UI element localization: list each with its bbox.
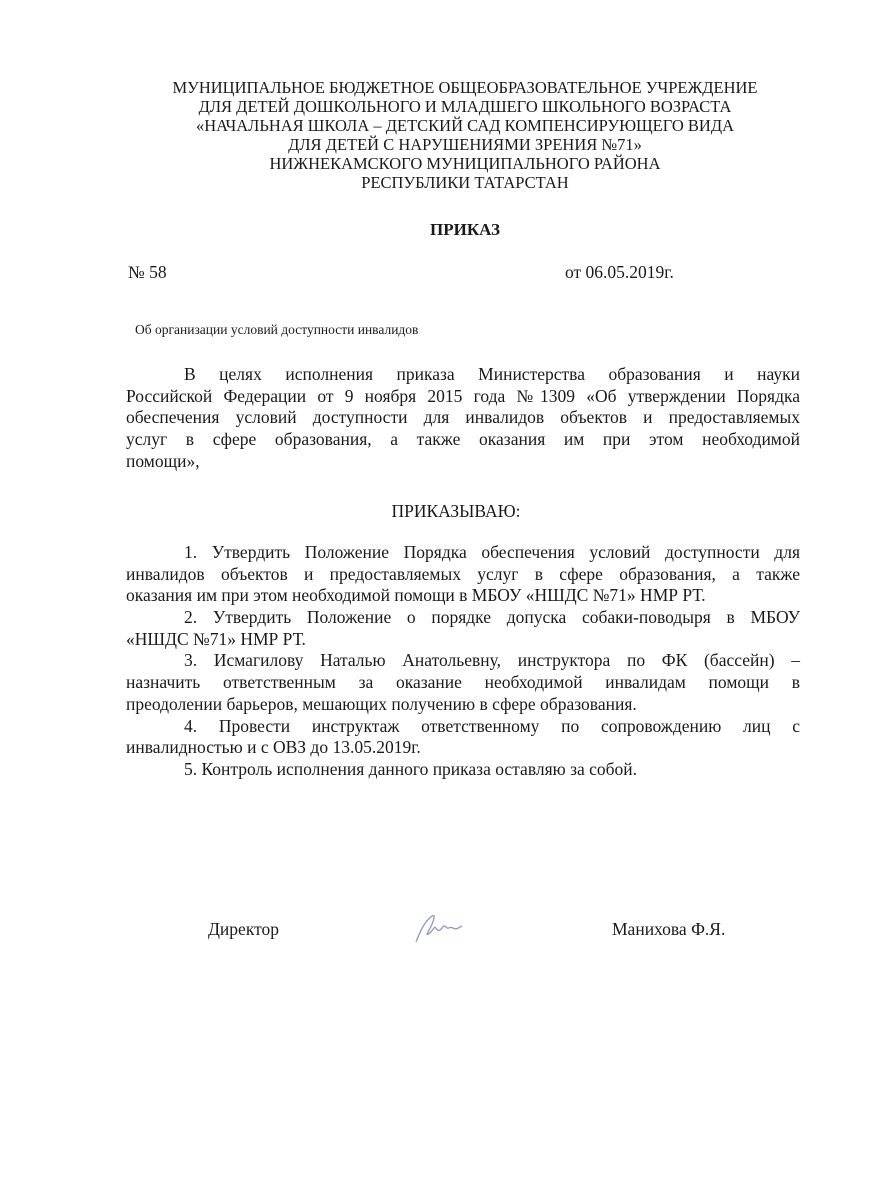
header-line: МУНИЦИПАЛЬНОЕ БЮДЖЕТНОЕ ОБЩЕОБРАЗОВАТЕЛЬНОЕ УЧРЕЖДЕНИЕ	[172, 78, 758, 97]
order-items	[126, 542, 800, 781]
text-line: услуг в сфере образования, а также оказания им при этом необходимой	[126, 429, 800, 450]
text-line: Российской Федерации от 9 ноября 2015 года №1309 «Об утверждении Порядка	[126, 385, 800, 406]
item-line: 4. Провести инструктаж ответственному по сопровождению лиц с	[184, 715, 800, 736]
signatory-name: Манихова Ф.Я.	[612, 919, 726, 939]
text-line: помощи»,	[126, 450, 200, 471]
item-line: «НШДС №71» НМР РТ.	[126, 628, 306, 649]
header-line: «НАЧАЛЬНАЯ ШКОЛА – ДЕТСКИЙ САД КОМПЕНСИРУЮЩЕГО ВИДА	[195, 116, 735, 135]
item-line: 2. Утвердить Положение о порядке допуска собаки-поводыря в МБОУ	[184, 607, 800, 628]
header-line: ДЛЯ ДЕТЕЙ ДОШКОЛЬНОГО И МЛАДШЕГО ШКОЛЬНОГО ВОЗРАСТА	[198, 97, 732, 116]
order-date: от 06.05.2019г.	[565, 262, 674, 282]
order-subject: Об организации условий доступности инвалидов	[135, 322, 419, 337]
order-number: № 58	[128, 262, 167, 282]
order-word: ПРИКАЗЫВАЮ:	[391, 501, 521, 521]
intro-paragraph	[126, 364, 800, 472]
text-line: обеспечения условий доступности для инвалидов объектов и предоставляемых	[126, 407, 800, 428]
institution-header	[0, 78, 873, 192]
handwritten-signature-icon	[410, 910, 470, 951]
item-line: оказания им при этом необходимой помощи в МБОУ «НШДС №71» НМР РТ.	[126, 585, 706, 606]
text-line: В целях исполнения приказа Министерства образования и науки	[184, 364, 800, 384]
item-line: 1. Утвердить Положение Порядка обеспечения условий доступности для	[184, 542, 800, 562]
signatory-role: Директор	[208, 919, 280, 939]
header-line: ДЛЯ ДЕТЕЙ С НАРУШЕНИЯМИ ЗРЕНИЯ №71»	[288, 135, 642, 154]
header-line: НИЖНЕКАМСКОГО МУНИЦИПАЛЬНОГО РАЙОНА	[269, 154, 661, 173]
document-title: ПРИКАЗ	[430, 220, 500, 239]
item-line: преодолении барьеров, мешающих получению в сфере образования.	[126, 693, 637, 714]
item-line: инвалидностью и с ОВЗ до 13.05.2019г.	[126, 737, 421, 758]
item-line: 3. Исмагилову Наталью Анатольевну, инструктора по ФК (бассейн) –	[184, 650, 800, 671]
header-line: РЕСПУБЛИКИ ТАТАРСТАН	[361, 173, 569, 192]
item-line: назначить ответственным за оказание необходимой инвалидам помощи в	[126, 672, 800, 693]
item-line: инвалидов объектов и предоставляемых услуг в сфере образования, а также	[126, 563, 800, 584]
item-line: 5. Контроль исполнения данного приказа оставляю за собой.	[184, 758, 638, 779]
